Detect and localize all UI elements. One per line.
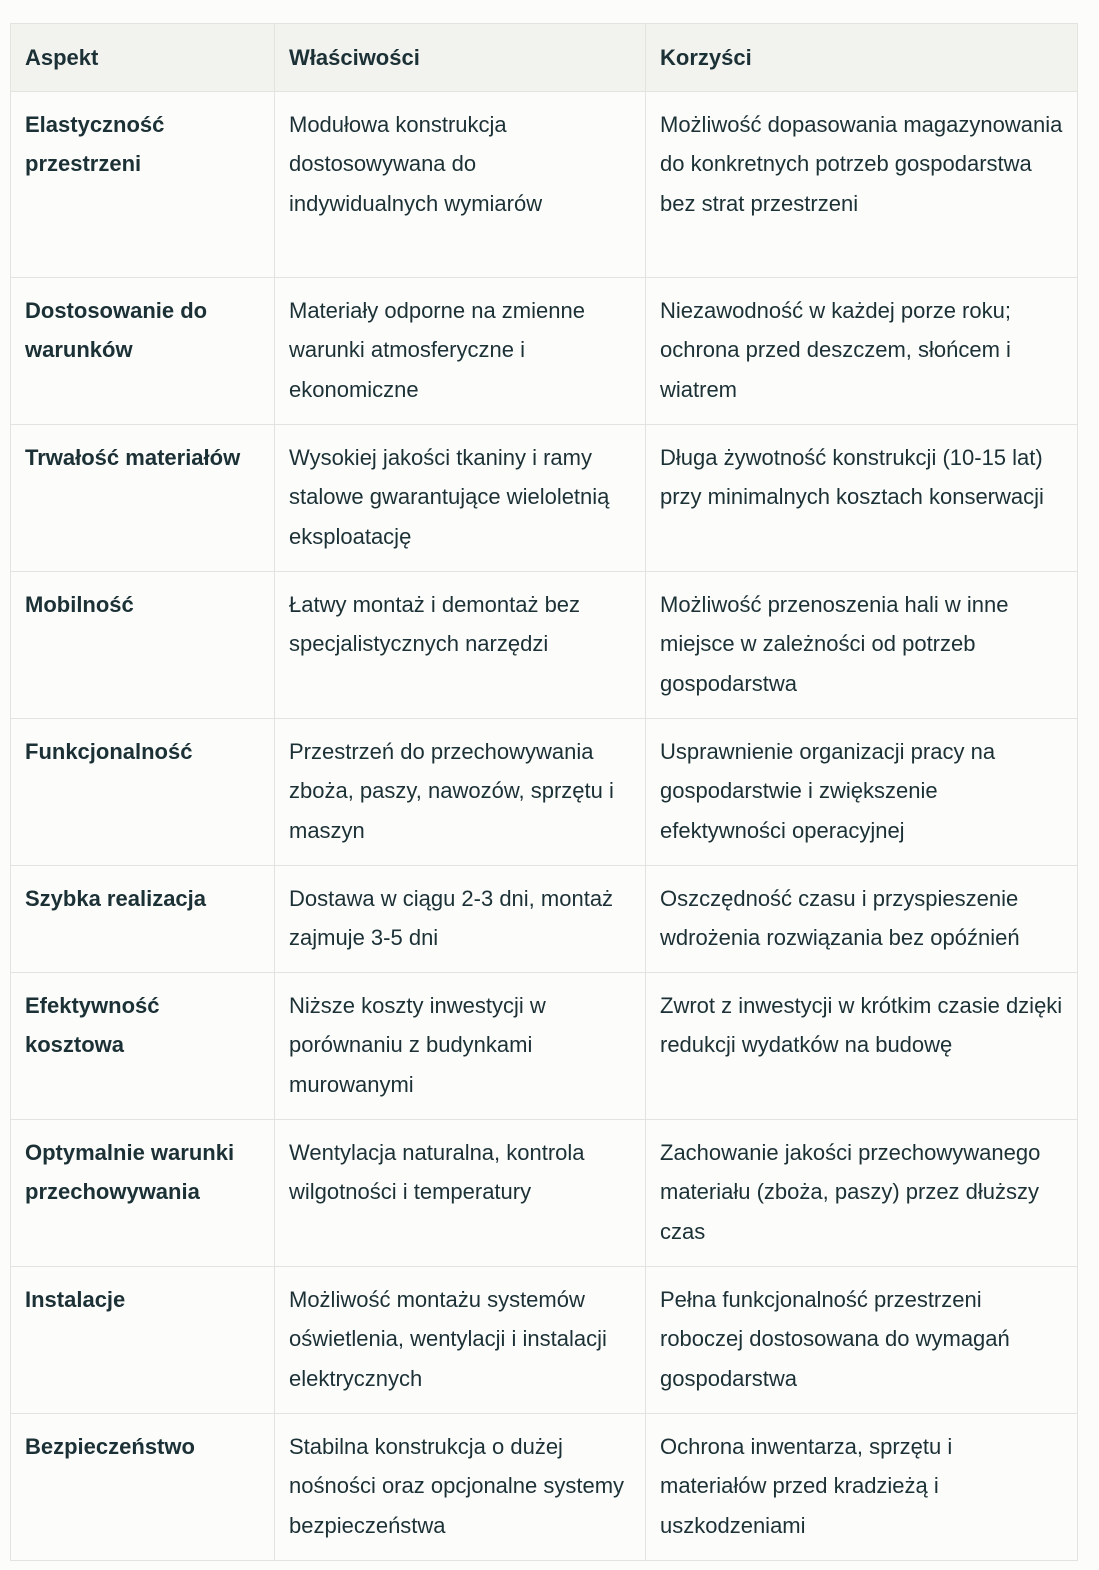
benefits-cell: Możliwość przenoszenia hali w inne miejsce w zależności od potrzeb gospodarstwa [646,571,1078,718]
comparison-table-container [10,23,1077,1561]
benefits-cell: Oszczędność czasu i przyspieszenie wdrożenia rozwiązania bez opóźnień [646,865,1078,972]
aspect-cell: Funkcjonalność [11,718,275,865]
header-aspect: Aspekt [11,24,275,92]
table-body [11,91,1078,1560]
table-row [11,91,1078,277]
table-row [11,1413,1078,1560]
aspect-cell: Bezpieczeństwo [11,1413,275,1560]
benefits-cell: Zachowanie jakości przechowywanego materiału (zboża, paszy) przez dłuższy czas [646,1119,1078,1266]
table-header [11,24,1078,92]
aspect-cell: Trwałość materiałów [11,424,275,571]
aspect-cell: Efektywność kosztowa [11,972,275,1119]
properties-cell: Możliwość montażu systemów oświetlenia, wentylacji i instalacji elektrycznych [275,1266,646,1413]
header-benefits: Korzyści [646,24,1078,92]
properties-cell: Dostawa w ciągu 2-3 dni, montaż zajmuje 3-5 dni [275,865,646,972]
properties-cell: Stabilna konstrukcja o dużej nośności oraz opcjonalne systemy bezpieczeństwa [275,1413,646,1560]
properties-cell: Wentylacja naturalna, kontrola wilgotności i temperatury [275,1119,646,1266]
aspect-cell: Elastyczność przestrzeni [11,91,275,277]
table-row [11,277,1078,424]
benefits-cell: Ochrona inwentarza, sprzętu i materiałów przed kradzieżą i uszkodzeniami [646,1413,1078,1560]
table-row [11,1119,1078,1266]
table-row [11,571,1078,718]
comparison-table [10,23,1078,1561]
properties-cell: Przestrzeń do przechowywania zboża, paszy, nawozów, sprzętu i maszyn [275,718,646,865]
table-row [11,718,1078,865]
benefits-cell: Pełna funkcjonalność przestrzeni roboczej dostosowana do wymagań gospodarstwa [646,1266,1078,1413]
aspect-cell: Instalacje [11,1266,275,1413]
properties-cell: Materiały odporne na zmienne warunki atmosferyczne i ekonomiczne [275,277,646,424]
table-row [11,1266,1078,1413]
properties-cell: Wysokiej jakości tkaniny i ramy stalowe gwarantujące wieloletnią eksploatację [275,424,646,571]
table-row [11,865,1078,972]
header-properties: Właściwości [275,24,646,92]
aspect-cell: Mobilność [11,571,275,718]
table-row [11,424,1078,571]
aspect-cell: Szybka realizacja [11,865,275,972]
benefits-cell: Usprawnienie organizacji pracy na gospodarstwie i zwiększenie efektywności operacyjnej [646,718,1078,865]
table-row [11,972,1078,1119]
benefits-cell: Możliwość dopasowania magazynowania do konkretnych potrzeb gospodarstwa bez strat przestrzeni [646,91,1078,277]
aspect-cell: Dostosowanie do warunków [11,277,275,424]
benefits-cell: Zwrot z inwestycji w krótkim czasie dzięki redukcji wydatków na budowę [646,972,1078,1119]
header-row [11,24,1078,92]
aspect-cell: Optymalnie warunki przechowywania [11,1119,275,1266]
benefits-cell: Długa żywotność konstrukcji (10-15 lat) przy minimalnych kosztach konserwacji [646,424,1078,571]
properties-cell: Łatwy montaż i demontaż bez specjalistycznych narzędzi [275,571,646,718]
properties-cell: Niższe koszty inwestycji w porównaniu z budynkami murowanymi [275,972,646,1119]
benefits-cell: Niezawodność w każdej porze roku; ochrona przed deszczem, słońcem i wiatrem [646,277,1078,424]
properties-cell: Modułowa konstrukcja dostosowywana do indywidualnych wymiarów [275,91,646,277]
